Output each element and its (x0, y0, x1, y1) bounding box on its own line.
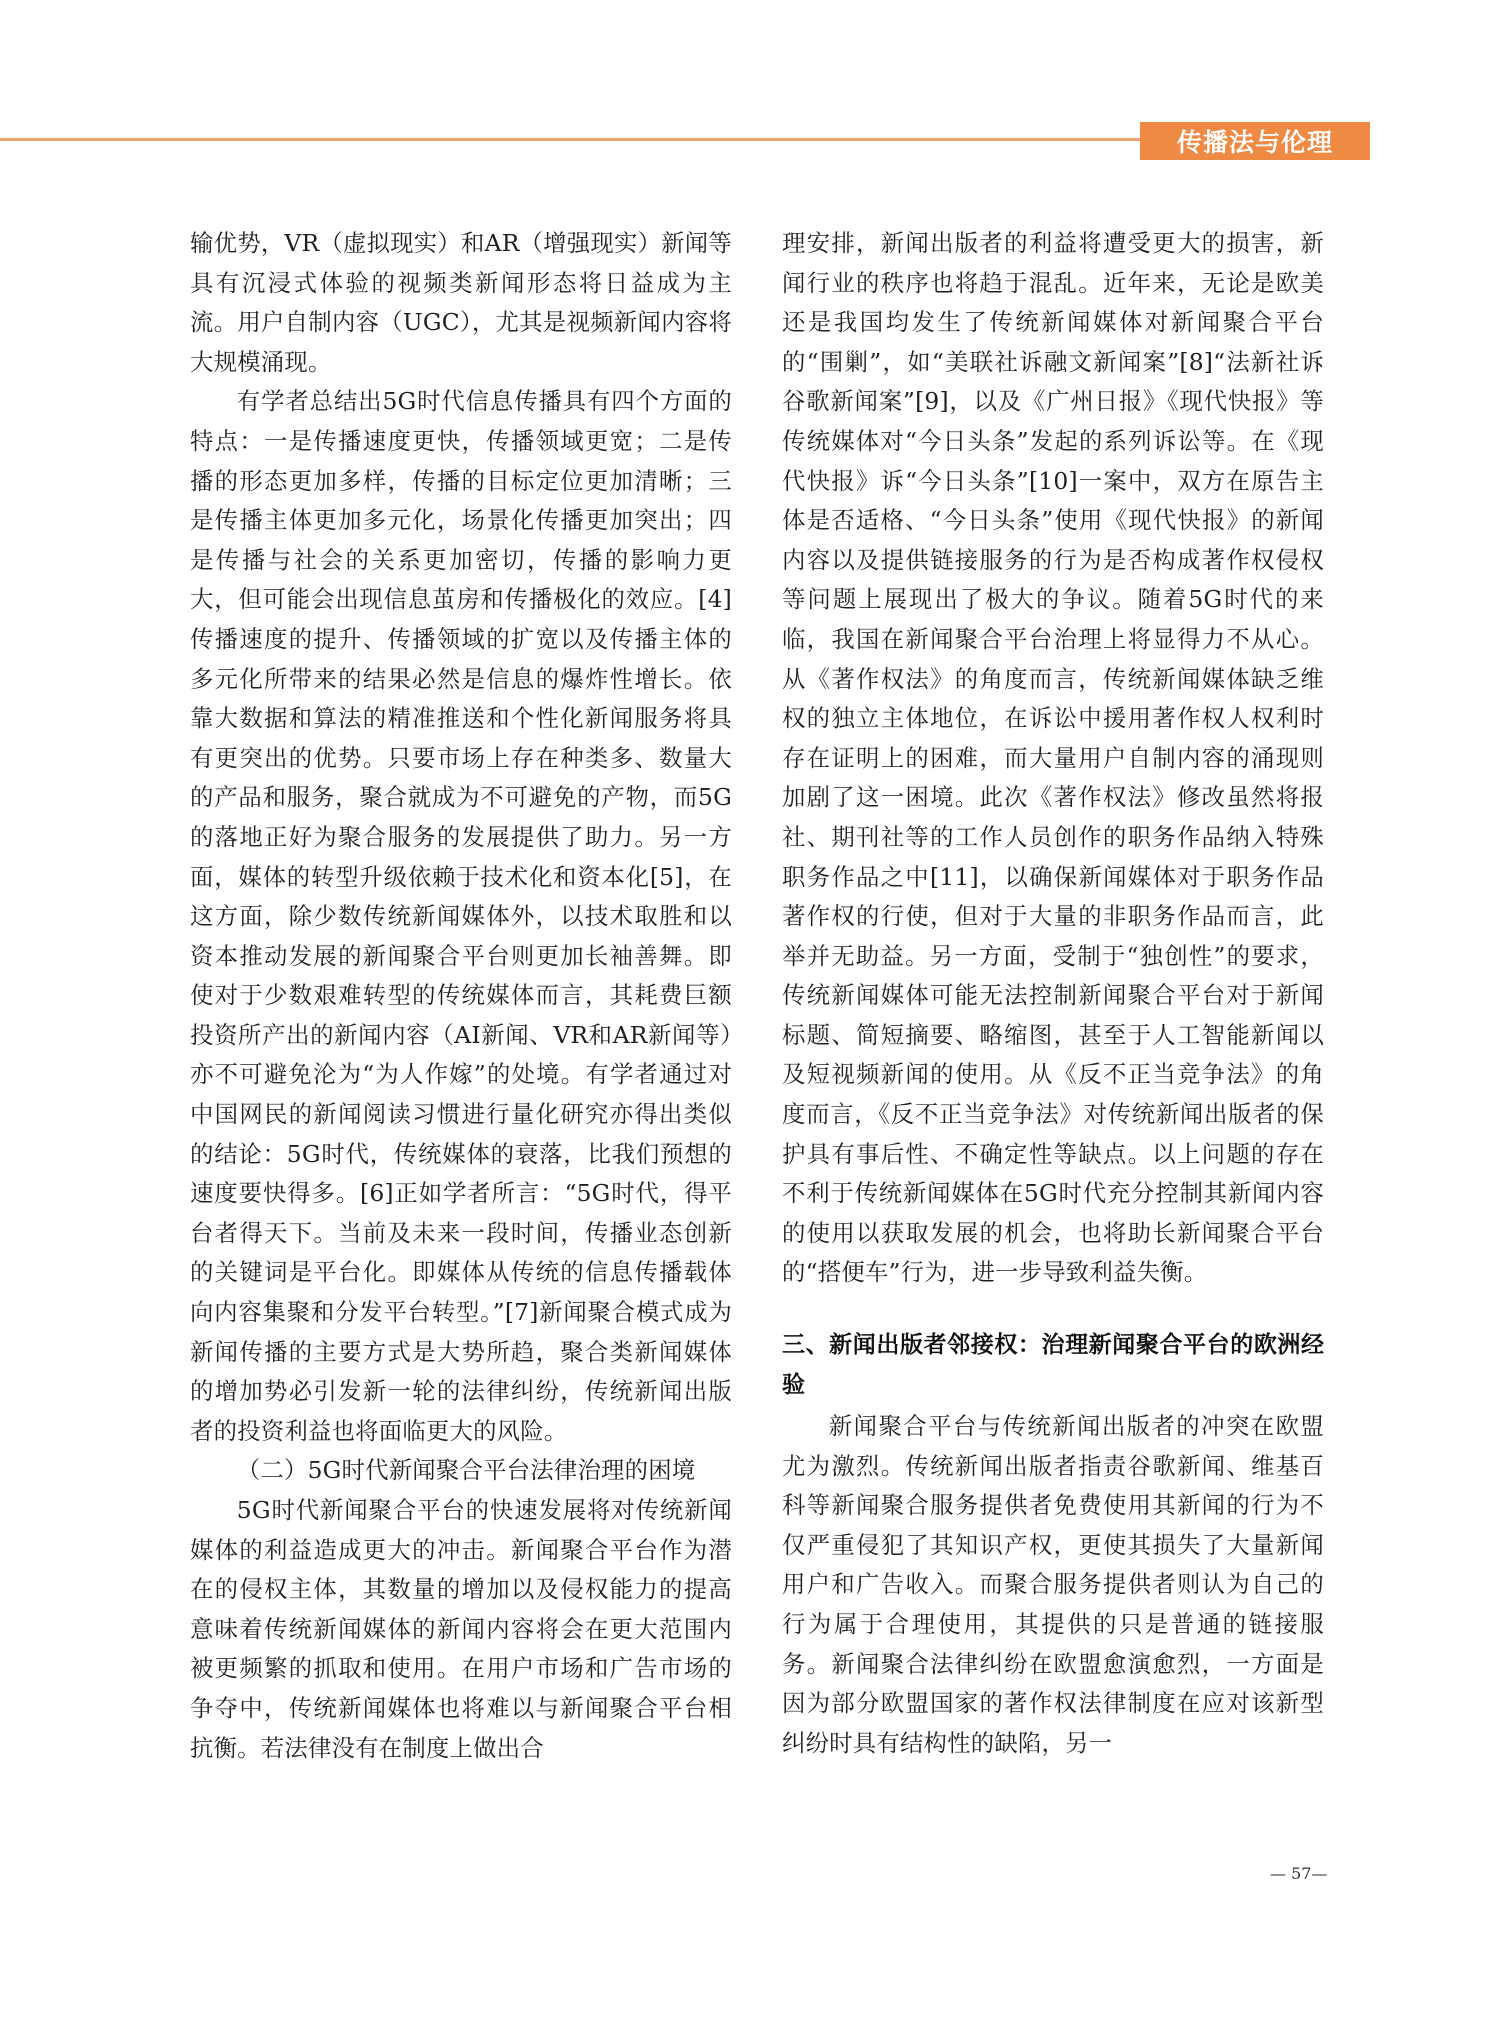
page-number: — 57— (1270, 1864, 1328, 1883)
paragraph: 理安排，新闻出版者的利益将遭受更大的损害，新闻行业的秩序也将趋于混乱。近年来，无论是欧美还是我国均发生了传统新闻媒体对新闻聚合平台的“围剿”，如“美联社诉融文新闻案”[8]“法新社诉谷歌新闻案”[9]，以及《广州日报》《现代快报》等传统媒体对“今日头条”发起的系列诉讼等。在《现代快报》诉“今日头条”[10]一案中，双方在原告主体是否适格、“今日头条”使用《现代快报》的新闻内容以及提供链接服务的行为是否构成著作权侵权等问题上展现出了极大的争议。随着5G时代的来临，我国在新闻聚合平台治理上将显得力不从心。从《著作权法》的角度而言，传统新闻媒体缺乏维权的独立主体地位，在诉讼中援用著作权人权利时存在证明上的困难，而大量用户自制内容的涌现则加剧了这一困境。此次《著作权法》修改虽然将报社、期刊社等的工作人员创作的职务作品纳入特殊职务作品之中[11]，以确保新闻媒体对于职务作品著作权的行使，但对于大量的非职务作品而言，此举并无助益。另一方面，受制于“独创性”的要求，传统新闻媒体可能无法控制新闻聚合平台对于新闻标题、简短摘要、略缩图，甚至于人工智能新闻以及短视频新闻的使用。从《反不正当竞争法》的角度而言，《反不正当竞争法》对传统新闻出版者的保护具有事后性、不确定性等缺点。以上问题的存在不利于传统新闻媒体在5G时代充分控制其新闻内容的使用以获取发展的机会，也将助长新闻聚合平台的“搭便车”行为，进一步导致利益失衡。 (782, 229, 1324, 1287)
section-heading: 三、新闻出版者邻接权：治理新闻聚合平台的欧洲经验 (782, 1332, 1324, 1399)
header-rule (0, 138, 1140, 141)
paragraph: 5G时代新闻聚合平台的快速发展将对传统新闻媒体的利益造成更大的冲击。新闻聚合平台作为潜在的侵权主体，其数量的增加以及侵权能力的提高意味着传统新闻媒体的新闻内容将会在更大范围内被更频繁的抓取和使用。在用户市场和广告市场的争夺中，传统新闻媒体也将难以与新闻聚合平台相抗衡。若法律没有在制度上做出合 (190, 1496, 732, 1762)
paragraph: 输优势，VR（虚拟现实）和AR（增强现实）新闻等具有沉浸式体验的视频类新闻形态将日益成为主流。用户自制内容（UGC），尤其是视频新闻内容将大规模涌现。 (190, 229, 732, 376)
paragraph: 有学者总结出5G时代信息传播具有四个方面的特点：一是传播速度更快，传播领域更宽；二是传播的形态更加多样，传播的目标定位更加清晰；三是传播主体更加多元化，场景化传播更加突出；四是传播与社会的关系更加密切，传播的影响力更大，但可能会出现信息茧房和传播极化的效应。[4]传播速度的提升、传播领域的扩宽以及传播主体的多元化所带来的结果必然是信息的爆炸性增长。依靠大数据和算法的精准推送和个性化新闻服务将具有更突出的优势。只要市场上存在种类多、数量大的产品和服务，聚合就成为不可避免的产物，而5G的落地正好为聚合服务的发展提供了助力。另一方面，媒体的转型升级依赖于技术化和资本化[5]，在这方面，除少数传统新闻媒体外，以技术取胜和以资本推动发展的新闻聚合平台则更加长袖善舞。即使对于少数艰难转型的传统媒体而言，其耗费巨额投资所产出的新闻内容（AI新闻、VR和AR新闻等）亦不可避免沦为“为人作嫁”的处境。有学者通过对中国网民的新闻阅读习惯进行量化研究亦得出类似的结论：5G时代，传统媒体的衰落，比我们预想的速度要快得多。[6]正如学者所言：“5G时代，得平台者得天下。当前及未来一段时间，传播业态创新的关键词是平台化。即媒体从传统的信息传播载体向内容集聚和分发平台转型。”[7]新闻聚合模式成为新闻传播的主要方式是大势所趋，聚合类新闻媒体的增加势必引发新一轮的法律纠纷，传统新闻出版者的投资利益也将面临更大的风险。 (190, 387, 732, 1445)
paragraph: 新闻聚合平台与传统新闻出版者的冲突在欧盟尤为激烈。传统新闻出版者指责谷歌新闻、维基百科等新闻聚合服务提供者免费使用其新闻的行为不仅严重侵犯了其知识产权，更使其损失了大量新闻用户和广告收入。而聚合服务提供者则认为自己的行为属于合理使用，其提供的只是普通的链接服务。新闻聚合法律纠纷在欧盟愈演愈烈，一方面是因为部分欧盟国家的著作权法律制度在应对该新型纠纷时具有结构性的缺陷，另一 (782, 1412, 1324, 1757)
left-column (190, 224, 732, 1768)
right-column (782, 224, 1324, 1763)
section-tab (1140, 122, 1370, 160)
subsection-heading: （二）5G时代新闻聚合平台法律治理的困境 (236, 1456, 696, 1485)
section-title: 传播法与伦理 (1176, 128, 1333, 157)
